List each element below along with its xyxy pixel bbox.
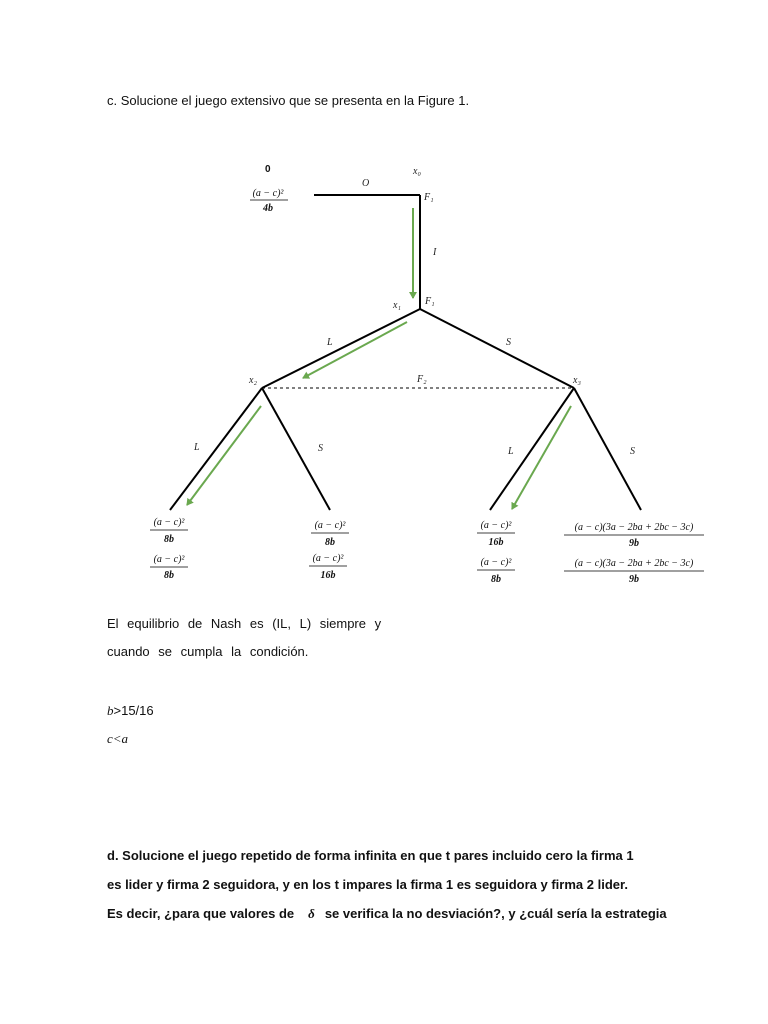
action-L-left-label: L	[194, 442, 200, 453]
condition-c: c<a	[107, 731, 129, 746]
delta-symbol: δ	[308, 906, 315, 921]
action-S-top-label: S	[506, 337, 511, 348]
payoff-LS-p2	[309, 553, 347, 581]
answer-line-1: El equilibrio de Nash es (IL, L) siempre y	[107, 616, 382, 631]
svg-text:(a − c)²: (a − c)²	[153, 517, 185, 528]
question-d-line-3b: se verifica la no desviación?, y ¿cuál sería la estrategia	[324, 906, 667, 921]
player-F2-label: F₂	[417, 374, 427, 385]
svg-text:(a − c)(3a − 2ba + 2bc − 3c): (a − c)(3a − 2ba + 2bc − 3c)	[574, 522, 694, 533]
node-x3-label: x₃	[573, 375, 581, 386]
action-S-right-label: S	[630, 446, 635, 457]
node-x0-label: x₀	[413, 166, 421, 177]
payoff-SL-p2	[477, 557, 515, 585]
action-S-left-label: S	[318, 443, 323, 454]
payoff-out-p1: 0	[265, 164, 271, 175]
answer-line-2: cuando se cumpla la condición.	[107, 644, 309, 659]
svg-text:(a − c)²: (a − c)²	[480, 557, 512, 568]
question-d-line-2: es lider y firma 2 seguidora, y en los t impares la firma 1 es seguidora y firma 2 lider.	[107, 877, 628, 892]
condition-b-rest: >15/16	[113, 703, 154, 718]
svg-text:8b: 8b	[491, 574, 501, 585]
svg-text:9b: 9b	[629, 574, 639, 585]
svg-text:(a − c)²: (a − c)²	[314, 520, 346, 531]
svg-text:8b: 8b	[325, 537, 335, 548]
svg-text:9b: 9b	[629, 538, 639, 549]
payoff-SL-p1	[477, 520, 515, 548]
arrow-L-right	[512, 406, 571, 509]
condition-b-var: b	[107, 703, 114, 718]
svg-text:16b: 16b	[488, 537, 504, 548]
question-d-line-3a: Es decir, ¿para que valores de	[107, 906, 295, 921]
svg-text:(a − c)²: (a − c)²	[153, 554, 185, 565]
svg-text:(a − c)²: (a − c)²	[252, 188, 284, 199]
svg-text:8b: 8b	[164, 570, 174, 581]
node-x2-label: x₂	[249, 375, 257, 386]
edge-x2-L	[170, 388, 262, 510]
player-F1-top-label: F₁	[424, 192, 434, 203]
svg-text:(a − c)²: (a − c)²	[312, 553, 344, 564]
svg-text:16b: 16b	[320, 570, 336, 581]
svg-text:(a − c)²: (a − c)²	[480, 520, 512, 531]
payoff-SS-p2	[564, 558, 704, 585]
node-x1-label: x₁	[393, 300, 401, 311]
question-d-line-3	[107, 906, 667, 922]
arrow-L-top	[303, 322, 407, 378]
edge-x3-L	[490, 388, 574, 510]
payoff-LL-p2	[150, 554, 188, 581]
action-I-label: I	[433, 247, 437, 258]
payoff-out-p2	[250, 188, 288, 214]
svg-text:(a − c)(3a − 2ba + 2bc − 3c): (a − c)(3a − 2ba + 2bc − 3c)	[574, 558, 694, 569]
svg-text:8b: 8b	[164, 534, 174, 545]
question-c-text: c. Solucione el juego extensivo que se presenta en la Figure 1.	[107, 93, 470, 108]
question-d-line-1: d. Solucione el juego repetido de forma infinita en que t pares incluido cero la firma 1	[107, 848, 634, 863]
condition-b	[107, 703, 154, 719]
edge-x1-S	[420, 309, 574, 388]
payoff-SS-p1	[564, 522, 704, 549]
player-F1-mid-label: F₁	[425, 296, 435, 307]
payoff-LL-p1	[150, 517, 188, 545]
payoff-LS-p1	[311, 520, 349, 548]
action-L-top-label: L	[327, 337, 333, 348]
svg-text:4b: 4b	[263, 203, 273, 214]
action-O-label: O	[362, 178, 370, 189]
action-L-right-label: L	[508, 446, 514, 457]
edge-x1-L	[262, 309, 420, 388]
arrow-L-left	[187, 406, 261, 505]
